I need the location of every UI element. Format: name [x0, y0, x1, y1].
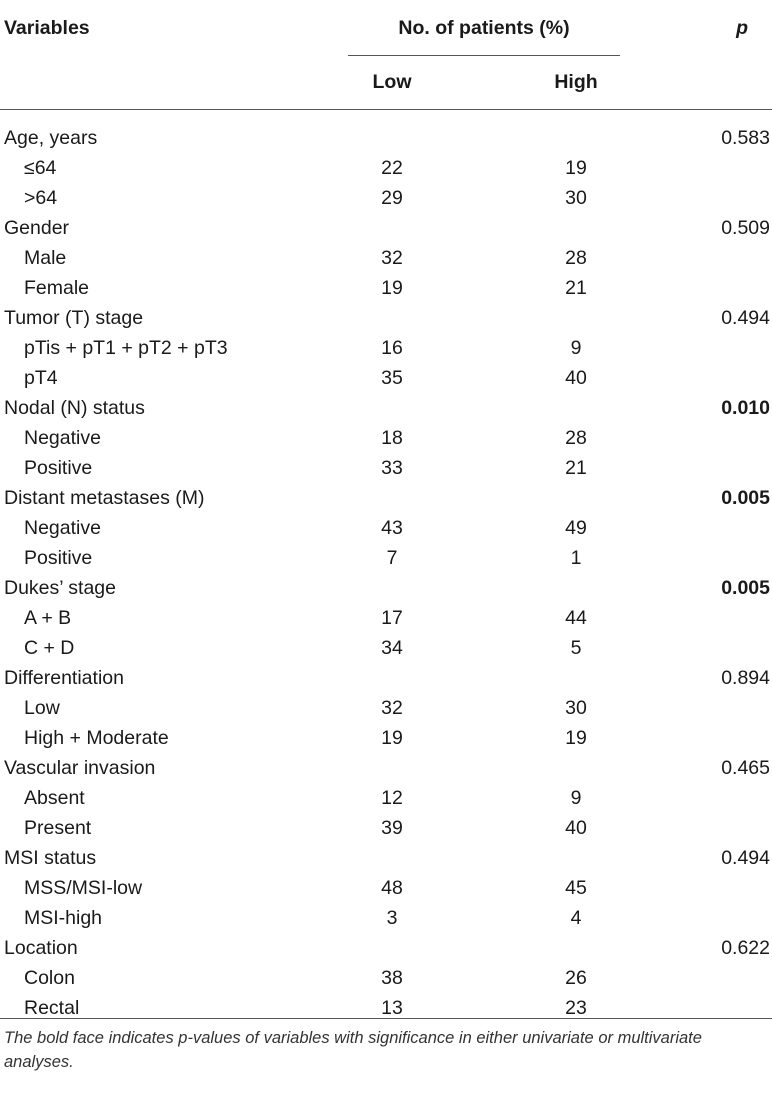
row-p-value: 0.005 — [721, 487, 770, 509]
header-high: High — [554, 71, 598, 93]
row-label: Positive — [24, 457, 93, 479]
table-group-row — [0, 303, 772, 333]
row-label: Dukes’ stage — [4, 577, 117, 599]
row-label: Vascular invasion — [4, 757, 156, 779]
row-high-count: 19 — [565, 727, 587, 749]
row-label: Distant metastases (M) — [4, 487, 205, 509]
row-p-value: 0.494 — [721, 847, 770, 869]
row-low-count: 16 — [381, 337, 403, 359]
row-high-count: 30 — [565, 187, 587, 209]
row-label: Absent — [24, 787, 85, 809]
table-row — [0, 693, 772, 723]
row-low-count: 22 — [381, 157, 403, 179]
row-label: Negative — [24, 427, 101, 449]
row-p-value: 0.622 — [721, 937, 770, 959]
row-p-value: 0.005 — [721, 577, 770, 599]
header-divider — [0, 109, 772, 110]
row-low-count: 19 — [381, 277, 403, 299]
header-variables: Variables — [4, 17, 90, 39]
row-label: MSI-high — [24, 907, 103, 929]
row-high-count: 4 — [570, 907, 582, 929]
row-low-count: 13 — [381, 997, 403, 1019]
row-p-value: 0.494 — [721, 307, 770, 329]
row-high-count: 45 — [565, 877, 587, 899]
table-row — [0, 543, 772, 573]
row-low-count: 19 — [381, 727, 403, 749]
table-footnote: The bold face indicates p-values of variables with significance in either univariate or multivariate analyses. — [4, 1029, 702, 1071]
row-high-count: 9 — [570, 787, 582, 809]
row-label: Negative — [24, 517, 101, 539]
header-p-value: p — [736, 17, 748, 39]
row-high-count: 23 — [565, 997, 587, 1019]
header-low: Low — [372, 71, 412, 93]
table-group-row — [0, 753, 772, 783]
table-body — [0, 123, 772, 1023]
row-label: Rectal — [24, 997, 80, 1019]
row-low-count: 34 — [381, 637, 403, 659]
row-label: >64 — [24, 187, 58, 209]
row-high-count: 28 — [565, 247, 587, 269]
row-high-count: 9 — [570, 337, 582, 359]
row-label: A + B — [24, 607, 72, 629]
row-label: Colon — [24, 967, 75, 989]
table-group-row — [0, 483, 772, 513]
group-divider — [348, 55, 620, 56]
row-p-value: 0.509 — [721, 217, 770, 239]
row-label: High + Moderate — [24, 727, 169, 749]
row-label: MSS/MSI-low — [24, 877, 143, 899]
table-group-row — [0, 933, 772, 963]
row-label: Present — [24, 817, 92, 839]
row-label: Positive — [24, 547, 93, 569]
row-label: Nodal (N) status — [4, 397, 145, 419]
table-row — [0, 453, 772, 483]
row-label: Location — [4, 937, 78, 959]
row-low-count: 29 — [381, 187, 403, 209]
row-high-count: 5 — [570, 637, 582, 659]
row-high-count: 30 — [565, 697, 587, 719]
row-label: ≤64 — [24, 157, 57, 179]
row-low-count: 38 — [381, 967, 403, 989]
row-p-value: 0.465 — [721, 757, 770, 779]
table-row — [0, 333, 772, 363]
table-row — [0, 873, 772, 903]
table-row — [0, 363, 772, 393]
header-patient-count: No. of patients (%) — [398, 17, 570, 39]
row-label: MSI status — [4, 847, 97, 869]
table-row — [0, 153, 772, 183]
row-high-count: 21 — [565, 277, 587, 299]
table-group-row — [0, 393, 772, 423]
row-high-count: 19 — [565, 157, 587, 179]
table-row — [0, 903, 772, 933]
row-p-value: 0.894 — [721, 667, 770, 689]
row-label: pT4 — [24, 367, 58, 389]
row-low-count: 32 — [381, 697, 403, 719]
footer-divider — [0, 1018, 772, 1019]
row-label: pTis + pT1 + pT2 + pT3 — [24, 337, 228, 359]
table-group-row — [0, 663, 772, 693]
row-label: Gender — [4, 217, 70, 239]
table-group-row — [0, 213, 772, 243]
row-low-count: 33 — [381, 457, 403, 479]
table-row — [0, 513, 772, 543]
table-group-row — [0, 843, 772, 873]
row-low-count: 39 — [381, 817, 403, 839]
row-p-value: 0.010 — [721, 397, 770, 419]
table-group-row — [0, 123, 772, 153]
row-high-count: 44 — [565, 607, 587, 629]
row-label: Tumor (T) stage — [4, 307, 144, 329]
table-row — [0, 423, 772, 453]
row-high-count: 26 — [565, 967, 587, 989]
table-header — [0, 0, 772, 60]
row-label: Male — [24, 247, 67, 269]
row-label: C + D — [24, 637, 75, 659]
row-low-count: 43 — [381, 517, 403, 539]
table-row — [0, 783, 772, 813]
row-low-count: 12 — [381, 787, 403, 809]
row-low-count: 18 — [381, 427, 403, 449]
row-p-value: 0.583 — [721, 127, 770, 149]
table-row — [0, 273, 772, 303]
row-high-count: 21 — [565, 457, 587, 479]
row-label: Differentiation — [4, 667, 124, 689]
table-row — [0, 723, 772, 753]
table-row — [0, 183, 772, 213]
table-row — [0, 633, 772, 663]
table-group-row — [0, 573, 772, 603]
row-low-count: 35 — [381, 367, 403, 389]
row-high-count: 1 — [570, 547, 582, 569]
row-low-count: 7 — [386, 547, 398, 569]
table-row — [0, 963, 772, 993]
row-high-count: 40 — [565, 367, 587, 389]
row-label: Age, years — [4, 127, 98, 149]
row-label: Female — [24, 277, 90, 299]
row-label: Low — [24, 697, 60, 719]
row-low-count: 17 — [381, 607, 403, 629]
table-row — [0, 813, 772, 843]
table-row — [0, 603, 772, 633]
row-high-count: 49 — [565, 517, 587, 539]
row-high-count: 28 — [565, 427, 587, 449]
row-low-count: 3 — [386, 907, 398, 929]
table-subheader — [0, 60, 772, 110]
row-low-count: 48 — [381, 877, 403, 899]
row-low-count: 32 — [381, 247, 403, 269]
table-row — [0, 243, 772, 273]
row-high-count: 40 — [565, 817, 587, 839]
